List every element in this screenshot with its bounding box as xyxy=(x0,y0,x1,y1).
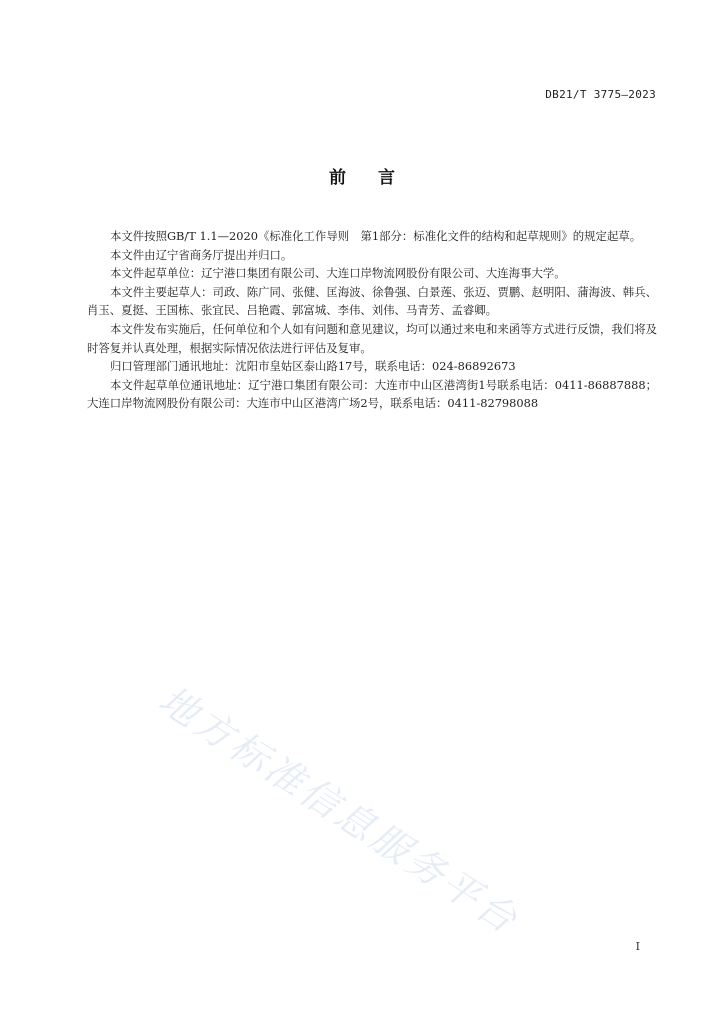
paragraph-feedback: 本文件发布实施后，任何单位和个人如有问题和意见建议，均可以通过来电和来函等方式进行反馈，我们将及时答复并认真处理，根据实际情况依法进行评估及复审。 xyxy=(87,321,657,355)
document-body xyxy=(87,227,657,413)
paragraph-drafting-units: 本文件起草单位：辽宁港口集团有限公司、大连口岸物流网股份有限公司、大连海事大学。 xyxy=(110,266,566,281)
paragraph-drafting-rules: 本文件按照GB/T 1.1—2020《标准化工作导则 第1部分：标准化文件的结构和起草规则》的规定起草。 xyxy=(110,229,642,243)
paragraph-proposer: 本文件由辽宁省商务厅提出并归口。 xyxy=(110,247,293,262)
page-number: I xyxy=(635,940,640,953)
watermark: 地方标准信息服务平台 xyxy=(151,677,528,944)
standard-code: DB21/T 3775—2023 xyxy=(545,88,656,101)
page-title: 前言 xyxy=(329,168,427,188)
paragraph-drafters: 本文件主要起草人：司政、陈广同、张健、匡海波、徐鲁强、白景莲、张迈、贾鹏、赵明阳、蒲海波、韩兵、肖玉、夏挺、王国栋、张宜民、吕艳霞、郭富城、李伟、刘伟、马青芳、孟睿卿。 xyxy=(87,284,657,318)
paragraph-authority-address: 归口管理部门通讯地址：沈阳市皇姑区泰山路17号，联系电话：024-86892673 xyxy=(110,359,516,374)
paragraph-drafting-unit-address: 本文件起草单位通讯地址：辽宁港口集团有限公司：大连市中山区港湾街1号联系电话：0411-86887888；大连口岸物流网股份有限公司：大连市中山区港湾广场2号，联系电话：0411-82798088 xyxy=(87,377,657,411)
